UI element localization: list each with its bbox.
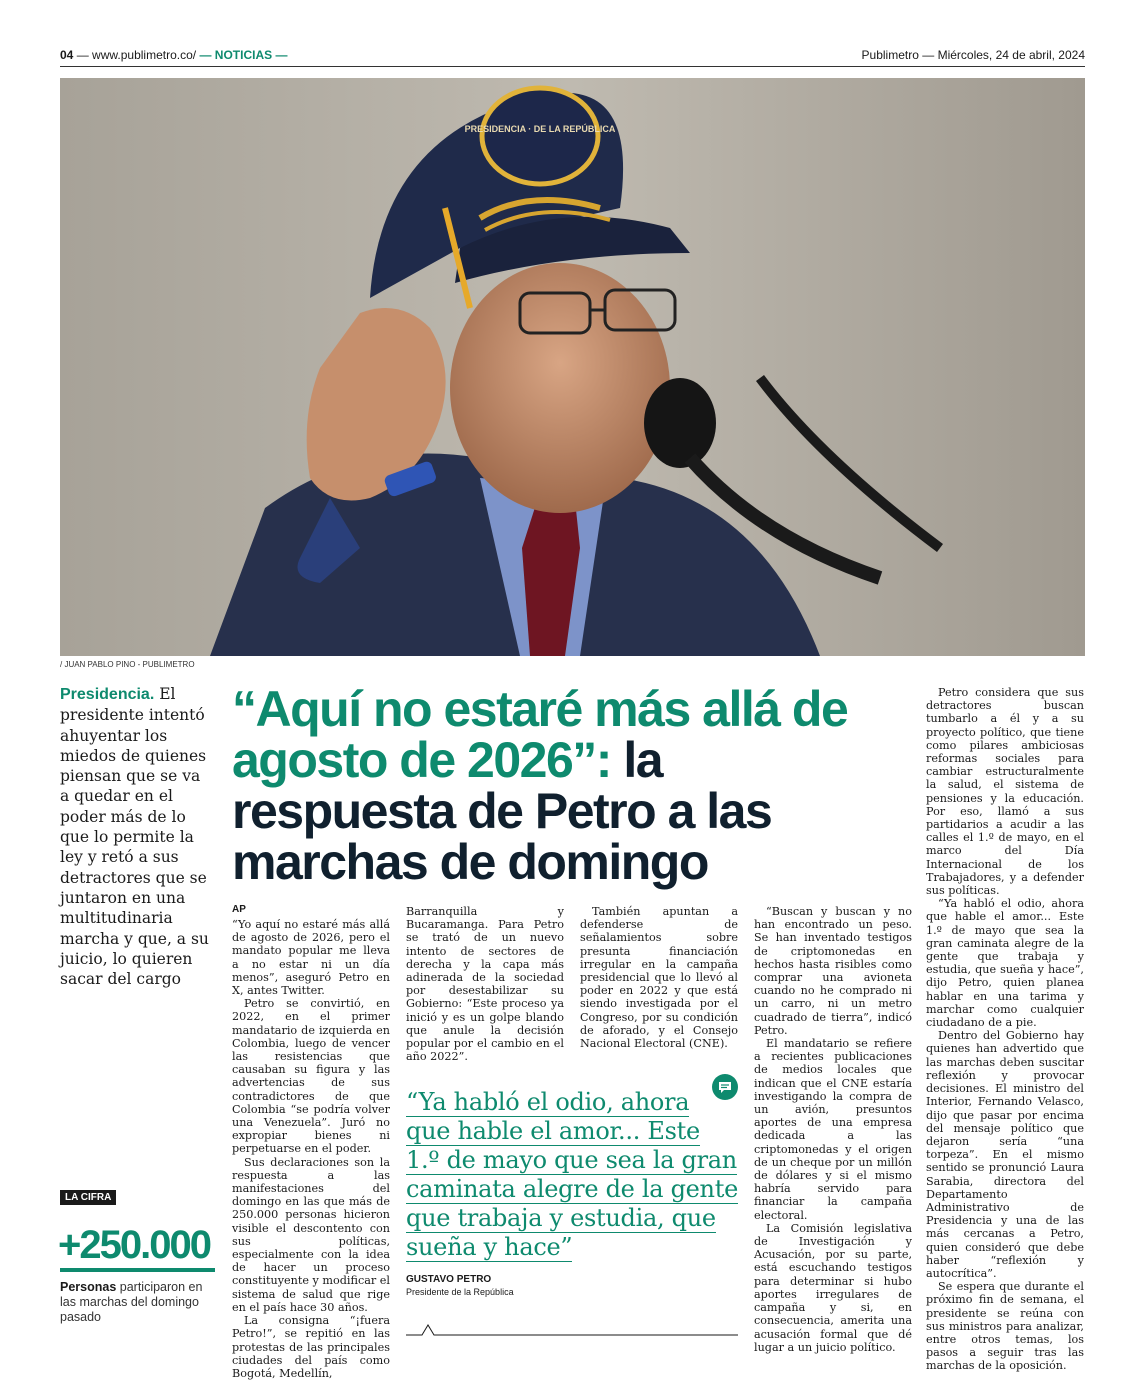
- face-shape: [450, 263, 670, 513]
- pull-quote-text: [406, 1088, 738, 1262]
- paragraph: La consigna “¡fuera Petro!”, se repitió en las protestas de las principales ciudades del país como Bogotá, Medellín,: [232, 1314, 390, 1380]
- page-header: [60, 46, 1085, 66]
- lead-text: El presidente intentó ahuyentar los miedos de quienes piensan que se va a quedar en el poder más de lo que lo permite la ley y retó a sus detractores que se juntaron en una multitudinaria marcha y que, a su juicio, lo quieren sacar del cargo: [60, 685, 209, 989]
- headline: [232, 681, 892, 890]
- cifra-divider: [60, 1268, 215, 1272]
- dash: —: [199, 48, 215, 62]
- headline-rest: la respuesta de Petro a las marchas de domingo: [232, 732, 772, 890]
- publication-name: Publimetro: [861, 48, 919, 62]
- lead-paragraph: [60, 684, 212, 989]
- article-column-1: [232, 918, 390, 1380]
- article-column-3: [580, 905, 738, 1050]
- cifra-label: LA CIFRA: [60, 1190, 116, 1205]
- paragraph: “Ya habló el odio, ahora que hable el amor... Este 1.º de mayo que sea la gran caminata alegre de la gente que trabaja y estudia, que sueña y hace”, dijo Petro, quien planea hablar en una tarima y marchar como cualquier ciudadano de a pie.: [926, 897, 1084, 1030]
- paragraph: La Comisión legislativa de Investigación y Acusación, por su parte, está escuchando testigos para determinar si hubo aportes irregulares de campaña y si, en consecuencia, amerita una acusación formal que dé lugar a un juicio político.: [754, 1221, 912, 1354]
- paragraph: Se espera que durante el próximo fin de semana, el presidente se reúna con sus ministros para analizar, entre otros temas, los pasos a seguir tras las marchas de la oposición.: [926, 1280, 1084, 1373]
- header-rule: [60, 66, 1085, 67]
- article-column-4: [754, 905, 912, 1354]
- paragraph: Dentro del Gobierno hay quienes han advertido que las marchas deben suscitar reflexión y provocar decisiones. El ministro del Interior, Fernando Velasco, dijo que pasar por encima del mensaje político que dejaron sería “una torpeza”. En el mismo sentido se pronunció Laura Sarabia, directora del Departamento Administrativo de Presidencia y una de las más cercanas a Petro, quien consideró que debe haber “reflexión y autocrítica”.: [926, 1029, 1084, 1280]
- cifra-desc-text: participaron en las marchas del domingo pasado: [60, 1280, 203, 1324]
- dash: —: [76, 48, 93, 62]
- pull-quote-role: Presidente de la República: [406, 1287, 514, 1297]
- cap-emblem-icon: [482, 88, 598, 184]
- pull-quote: [406, 1088, 738, 1341]
- page-number: 04: [60, 48, 74, 62]
- paragraph: Sus declaraciones son la respuesta a las manifestaciones del domingo en las que más de 250.000 personas hicieron visible el descontento con sus políticas, especialmente con la idea de hacer un proceso constituyente y modificar el sistema de salud que rige en el país hace 30 años.: [232, 1155, 391, 1314]
- microphone-icon: [644, 378, 716, 468]
- pull-quote-line: “Ya habló el odio, ahora que hable el amor... Este 1.º de mayo que sea la gran caminata alegre de la gente que trabaja y estudia, que sueña y hace”: [406, 1088, 738, 1261]
- byline: AP: [232, 904, 246, 915]
- header-left: [60, 48, 287, 62]
- cap-emblem-text: PRESIDENCIA · DE LA REPÚBLICA: [464, 124, 616, 134]
- paragraph: También apuntan a defenderse de señalamientos sobre presunta financiación irregular en la campaña presidencial que lo llevó al poder en 2022 y que está siendo investigada por el Congreso, por su condición de aforado, y el Consejo Nacional Electoral (CNE).: [580, 905, 738, 1051]
- cifra-description: [60, 1280, 215, 1325]
- paragraph: “Buscan y buscan y no han encontrado un peso. Se han inventado testigos de criptomonedas en hechos hasta risibles como comprar una avioneta cuando no he comprado ni un carro, ni un metro cuadrado de tierra”, indicó Petro.: [754, 905, 912, 1037]
- pull-quote-rule: [406, 1321, 738, 1341]
- photo-credit: / JUAN PABLO PINO - PUBLIMETRO: [60, 660, 195, 669]
- paragraph: Barranquilla y Bucaramanga. Para Petro se trató de un nuevo intento de sectores de derecha y la capa más adinerada de la sociedad por desestabilizar su Gobierno: “Este proceso ya inició y es un golpe blando que anule la decisión popular por el cambio en el año 2022”.: [406, 905, 564, 1064]
- cifra-value: +250.000: [58, 1223, 210, 1267]
- pull-quote-author: GUSTAVO PETRO: [406, 1274, 492, 1285]
- header-right: [862, 48, 1085, 62]
- photo-illustration: [60, 78, 1085, 656]
- dash: —: [922, 48, 938, 62]
- website-link[interactable]: www.publimetro.co/: [92, 48, 197, 62]
- paragraph: Petro se convirtió, en 2022, en el primer mandatario de izquierda en Colombia, luego de vencer las resistencias que causaban su figura y las advertencias de sus contradictores de que Colombia “se podría volver una Venezuela”. Juró no expropiar bienes ni perpetuarse en el poder.: [232, 997, 390, 1156]
- article-column-5: [926, 686, 1084, 1373]
- headline-quote: “Aquí no estaré más allá de agosto de 2026”:: [232, 681, 848, 788]
- article-column-2: [406, 905, 564, 1063]
- paragraph: Petro considera que sus detractores buscan tumbarlo a él y a su proyecto político, que tiene como pilares ambiciosas reformas sociales para cambiar estructuralmente la salud, el sistema de pensiones y la educación. Por eso, llamó a sus partidarios a acudir a las calles el 1.º de mayo, en el marco del Día Internacional de los Trabajadores, y a defender sus políticas.: [926, 686, 1084, 898]
- issue-date: Miércoles, 24 de abril, 2024: [937, 48, 1085, 62]
- lead-kicker: Presidencia.: [60, 686, 155, 703]
- section-label[interactable]: NOTICIAS: [214, 48, 273, 62]
- speech-bubble-icon: [712, 1074, 738, 1100]
- dash: —: [272, 48, 288, 62]
- paragraph: El mandatario se refiere a recientes publicaciones de medios locales que indican que el CNE estaría investigando la compra de un avión, presuntos aportes de una empresa dedicada a las criptomonedas y el origen de un cheque por un millón de dólares y si el mismo habría servido para financiar la campaña electoral.: [754, 1037, 912, 1222]
- main-photo: [60, 78, 1085, 656]
- cifra-desc-bold: Personas: [60, 1280, 117, 1294]
- paragraph: “Yo aquí no estaré más allá de agosto de 2026, pero el mandato popular me lleva a no estar ni un día menos”, aseguró Petro en X, antes Twitter.: [232, 918, 390, 998]
